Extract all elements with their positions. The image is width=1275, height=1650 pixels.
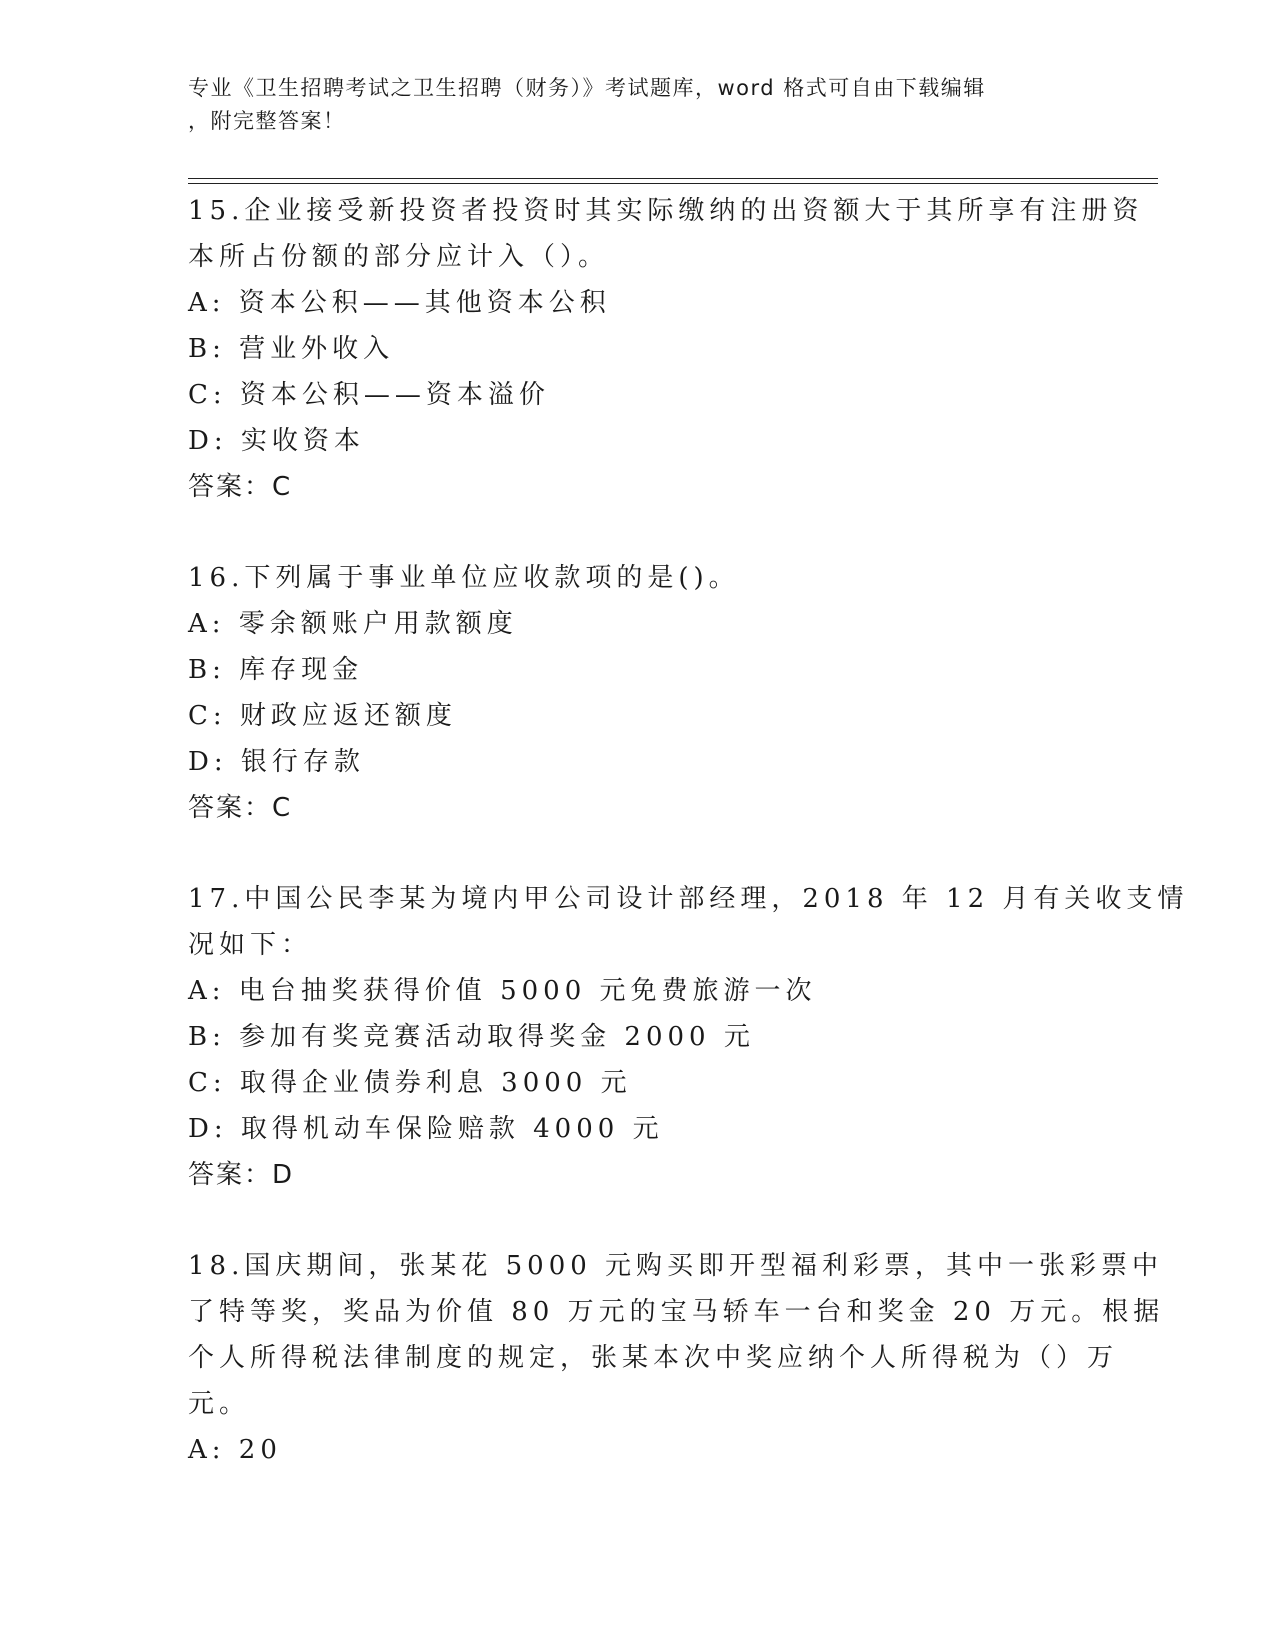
option-c: C: 财政应返还额度 <box>188 701 457 731</box>
option-a: A: 电台抽奖获得价值 5000 元免费旅游一次 <box>188 976 817 1006</box>
answer: 答案：C <box>188 472 293 502</box>
option-b: B: 营业外收入 <box>188 334 395 364</box>
question-text: 了特等奖，奖品为价值 80 万元的宝马轿车一台和奖金 20 万元。根据 <box>188 1297 1165 1327</box>
header-line-2: ，附完整答案！ <box>188 109 346 133</box>
header-divider-bottom <box>188 183 1158 184</box>
spacer <box>188 1198 1088 1243</box>
question-15 <box>188 188 1144 510</box>
question-text: 18.国庆期间，张某花 5000 元购买即开型福利彩票，其中一张彩票中 <box>188 1251 1164 1281</box>
option-d: D: 银行存款 <box>188 747 365 777</box>
option-c: C: 取得企业债券利息 3000 元 <box>188 1068 632 1098</box>
option-b: B: 库存现金 <box>188 655 364 685</box>
option-d: D: 取得机动车保险赔款 4000 元 <box>188 1114 664 1144</box>
question-16 <box>188 555 1088 831</box>
option-a: A: 资本公积——其他资本公积 <box>188 288 611 318</box>
question-text: 17.中国公民李某为境内甲公司设计部经理，2018 年 12 月有关收支情 <box>188 884 1189 914</box>
answer: 答案：C <box>188 793 293 823</box>
question-text: 元。 <box>188 1389 251 1419</box>
question-text: 16.下列属于事业单位应收款项的是()。 <box>188 563 740 593</box>
question-text: 个人所得税法律制度的规定，张某本次中奖应纳个人所得税为（）万 <box>188 1343 1119 1373</box>
question-17 <box>188 876 1189 1198</box>
spacer <box>188 831 1088 876</box>
spacer <box>188 510 1088 555</box>
option-a: A: 20 <box>188 1435 282 1465</box>
question-list <box>188 188 1189 1473</box>
question-text: 况如下： <box>188 930 313 960</box>
header-divider-top <box>188 178 1158 179</box>
header-line-1: 专业《卫生招聘考试之卫生招聘（财务）》考试题库，word 格式可自由下载编辑 <box>188 76 986 100</box>
option-b: B: 参加有奖竞赛活动取得奖金 2000 元 <box>188 1022 755 1052</box>
document-header <box>188 72 1068 138</box>
question-text: 本所占份额的部分应计入（）。 <box>188 242 610 272</box>
question-text: 15.企业接受新投资者投资时其实际缴纳的出资额大于其所享有注册资 <box>188 196 1144 226</box>
option-c: C: 资本公积——资本溢价 <box>188 380 550 410</box>
answer: 答案：D <box>188 1160 295 1190</box>
option-d: D: 实收资本 <box>188 426 365 456</box>
question-18 <box>188 1243 1165 1473</box>
option-a: A: 零余额账户用款额度 <box>188 609 518 639</box>
